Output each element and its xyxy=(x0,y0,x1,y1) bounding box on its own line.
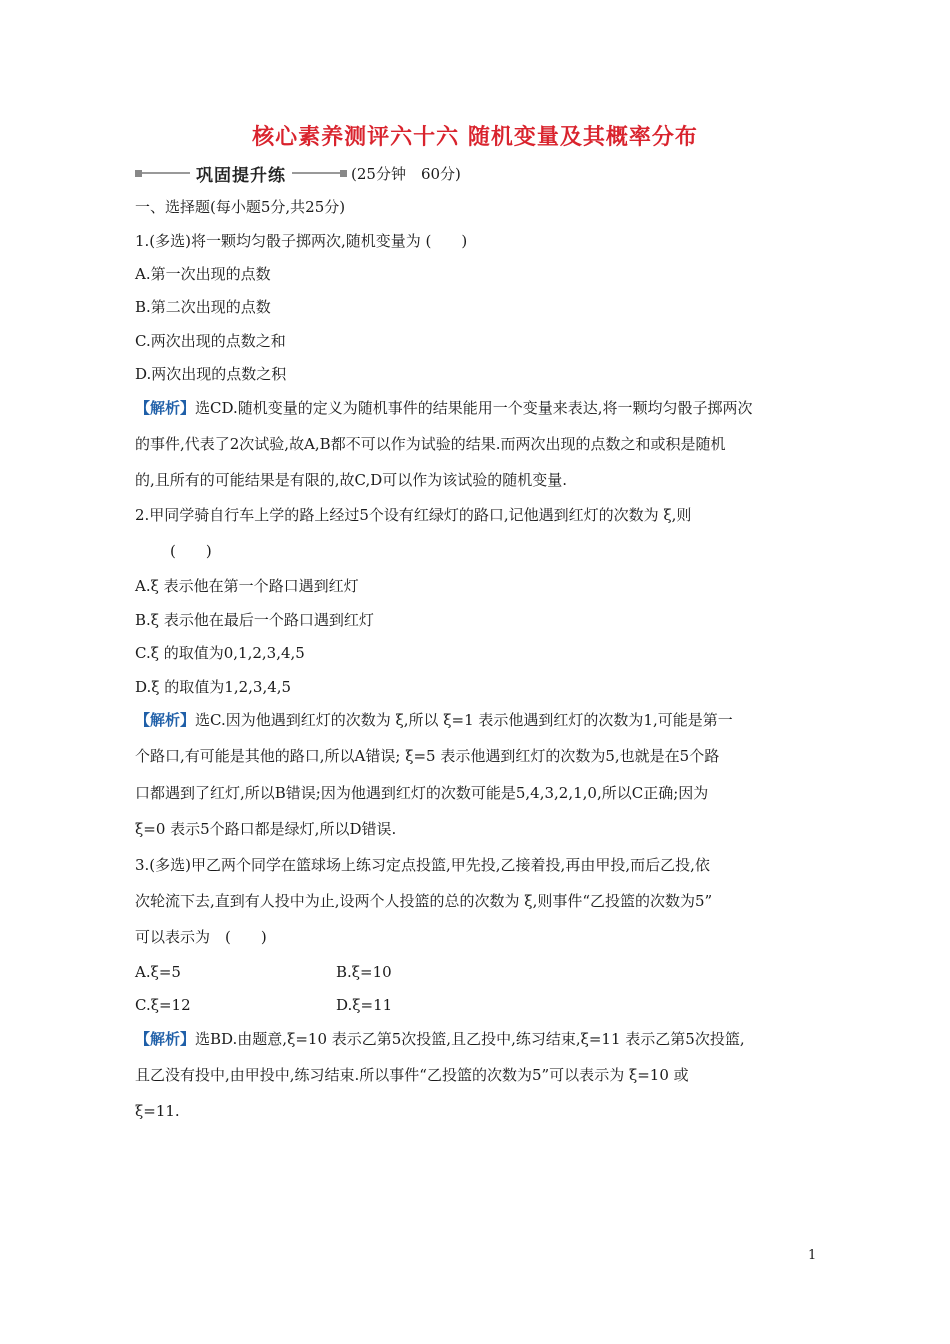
page-number: 1 xyxy=(808,1248,817,1263)
question-3-stem: 3.(多选)甲乙两个同学在篮球场上练习定点投篮,甲先投,乙接着投,再由甲投,而后乙投,依 xyxy=(135,856,710,874)
section-bar-line xyxy=(142,172,190,174)
question-2-analysis xyxy=(135,710,733,730)
question-3-option-b: B.ξ=10 xyxy=(336,963,392,981)
section-bar-square-icon xyxy=(135,170,142,177)
section-header xyxy=(135,160,461,186)
question-1-option-c: C.两次出现的点数之和 xyxy=(135,332,286,350)
analysis-tag: 【解析】 xyxy=(135,1030,196,1048)
question-2-option-a: A.ξ 表示他在第一个路口遇到红灯 xyxy=(135,577,359,595)
question-1-option-a: A.第一次出现的点数 xyxy=(135,265,271,283)
question-3-analysis xyxy=(135,1029,745,1049)
page-title: 核心素养测评六十六 随机变量及其概率分布 xyxy=(252,125,698,150)
question-1-option-b: B.第二次出现的点数 xyxy=(135,298,271,316)
section-label: 巩固提升练 xyxy=(196,165,286,186)
question-3-stem-line: 可以表示为 ( ) xyxy=(135,928,267,946)
analysis-tag: 【解析】 xyxy=(135,399,196,417)
question-2-stem: 2.甲同学骑自行车上学的路上经过5个设有红绿灯的路口,记他遇到红灯的次数为 ξ,则 xyxy=(135,506,692,524)
section-bar-square-icon xyxy=(340,170,347,177)
question-3-option-c: C.ξ=12 xyxy=(135,996,191,1014)
analysis-text: 选C.因为他遇到红灯的次数为 ξ,所以 ξ=1 表示他遇到红灯的次数为1,可能是第一 xyxy=(195,711,733,729)
question-1-stem: 1.(多选)将一颗均匀骰子掷两次,随机变量为 ( ) xyxy=(135,232,468,250)
question-2-option-d: D.ξ 的取值为1,2,3,4,5 xyxy=(135,678,292,696)
section-bar-line xyxy=(292,172,340,174)
question-3-option-a: A.ξ=5 xyxy=(135,963,181,981)
question-3-stem-line: 次轮流下去,直到有人投中为止,设两个人投篮的总的次数为 ξ,则事件“乙投篮的次数为5” xyxy=(135,892,713,910)
section-time: (25分钟 60分) xyxy=(351,164,461,183)
analysis-text: 选CD.随机变量的定义为随机事件的结果能用一个变量来表达,将一颗均匀骰子掷两次 xyxy=(195,399,753,417)
question-3-option-d: D.ξ=11 xyxy=(336,996,393,1014)
part-heading: 一、选择题(每小题5分,共25分) xyxy=(135,198,346,216)
question-2-option-b: B.ξ 表示他在最后一个路口遇到红灯 xyxy=(135,611,374,629)
question-3-analysis-line: ξ=11. xyxy=(135,1102,180,1120)
question-2-analysis-line: ξ=0 表示5个路口都是绿灯,所以D错误. xyxy=(135,820,397,838)
question-3-analysis-line: 且乙没有投中,由甲投中,练习结束.所以事件“乙投篮的次数为5”可以表示为 ξ=10 或 xyxy=(135,1066,689,1084)
analysis-tag: 【解析】 xyxy=(135,711,196,729)
question-1-option-d: D.两次出现的点数之积 xyxy=(135,365,287,383)
question-2-analysis-line: 口都遇到了红灯,所以B错误;因为他遇到红灯的次数可能是5,4,3,2,1,0,所以C正确;因为 xyxy=(135,784,709,802)
question-2-option-c: C.ξ 的取值为0,1,2,3,4,5 xyxy=(135,644,305,662)
question-1-analysis-line: 的事件,代表了2次试验,故A,B都不可以作为试验的结果.而两次出现的点数之和或积是随机 xyxy=(135,435,726,453)
question-2-blank: ( ) xyxy=(170,542,212,560)
question-1-analysis xyxy=(135,398,753,418)
question-2-analysis-line: 个路口,有可能是其他的路口,所以A错误; ξ=5 表示他遇到红灯的次数为5,也就是在5个路 xyxy=(135,747,720,765)
analysis-text: 选BD.由题意,ξ=10 表示乙第5次投篮,且乙投中,练习结束,ξ=11 表示乙第5次投篮, xyxy=(195,1030,745,1048)
question-1-analysis-line: 的,且所有的可能结果是有限的,故C,D可以作为该试验的随机变量. xyxy=(135,471,568,489)
